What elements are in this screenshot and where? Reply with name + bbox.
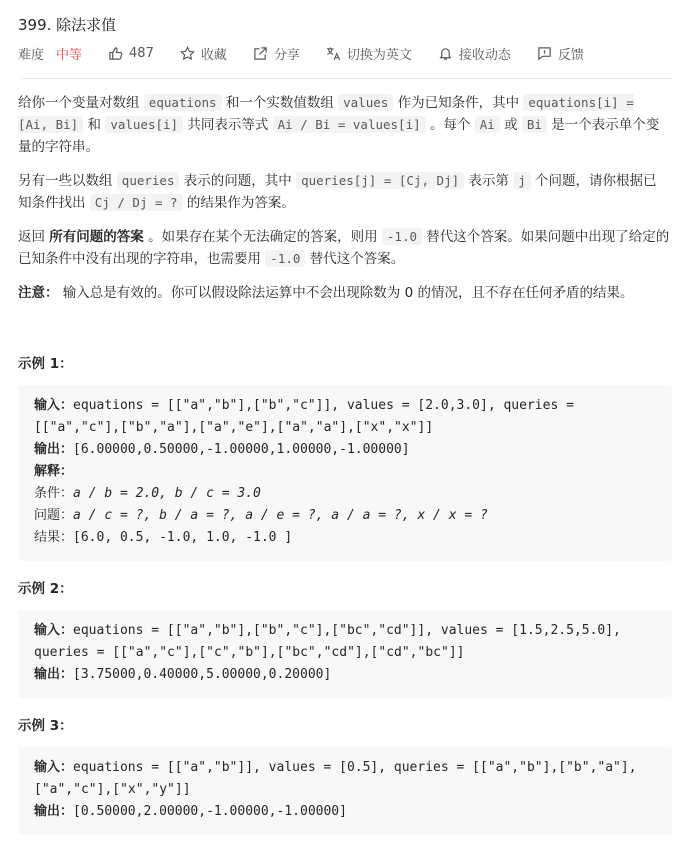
- note-text: 输入总是有效的。你可以假设除法运算中不会出现除数为 0 的情况，且不存在任何矛盾的结果。: [62, 285, 634, 301]
- feedback-label: 反馈: [557, 47, 584, 63]
- example-2-block: [18, 610, 672, 698]
- description-paragraph-2: [18, 170, 670, 214]
- emphasis: 所有问题的答案: [49, 229, 144, 245]
- bell-icon: [438, 46, 453, 61]
- text: 个问题，请你根据已知条件找出: [18, 173, 657, 211]
- input-label: 输入：: [34, 398, 74, 413]
- text: 或: [504, 117, 518, 133]
- switch-language-button[interactable]: [326, 44, 412, 63]
- description-paragraph-1: [18, 92, 670, 158]
- favorite-label: 收藏: [200, 47, 227, 63]
- share-button[interactable]: [253, 44, 300, 63]
- inline-code: Cj / Dj = ?: [90, 194, 183, 211]
- text: 返回: [18, 229, 45, 245]
- feedback-icon: [537, 46, 552, 61]
- inline-code: queries[j] = [Cj, Dj]: [296, 172, 464, 189]
- inline-code: values[i]: [105, 116, 183, 133]
- output-label: 输出：: [34, 442, 74, 457]
- favorite-button[interactable]: [180, 44, 227, 63]
- inline-code: Bi: [522, 116, 547, 133]
- text: 表示的问题，其中: [183, 173, 292, 189]
- inline-code: equations: [144, 94, 222, 111]
- example-3-block: [18, 747, 672, 835]
- text: 和: [87, 117, 102, 133]
- input-label: 输入：: [34, 760, 74, 775]
- result-label: 结果：: [34, 530, 74, 545]
- inline-code: Ai / Bi = values[i]: [273, 116, 426, 133]
- difficulty-badge: 中等: [56, 47, 83, 63]
- text: 给你一个变量对数组: [18, 95, 140, 111]
- text: 。每个: [429, 117, 471, 133]
- input-value-cont: [["a","c"],["b","a"],["a","e"],["a","a"],["x","x"]]: [34, 420, 434, 435]
- text: 和一个实数值数组: [225, 95, 334, 111]
- problem-meta-bar: [18, 44, 584, 62]
- star-icon: [180, 46, 195, 61]
- question-label: 问题：: [34, 508, 74, 523]
- subscribe-button[interactable]: [438, 44, 511, 63]
- inline-code: -1.0: [265, 250, 305, 267]
- translate-icon: [326, 46, 341, 61]
- share-icon: [253, 46, 268, 61]
- difficulty-label: 难度: [18, 47, 45, 63]
- note-label: 注意：: [18, 285, 59, 301]
- text: 共同表示等式: [187, 117, 269, 133]
- inline-code: equations[i] = [Ai, Bi]: [18, 95, 634, 132]
- text: 是一个表示单个变量的字符串。: [18, 117, 660, 155]
- input-value-cont: queries = [["a","c"],["c","b"],["bc","cd"],["cd","bc"]]: [34, 645, 465, 660]
- text: 替代这个答案。如果问题中出现了给定的已知条件中没有出现的字符串，也需要用: [18, 229, 670, 267]
- example-3-heading: 示例 3：: [18, 718, 73, 734]
- inline-code: values: [338, 94, 393, 111]
- text: 。如果存在某个无法确定的答案，则用: [148, 229, 378, 245]
- text: 另有一些以数组: [18, 173, 113, 189]
- output-value: [0.50000,2.00000,-1.00000,-1.00000]: [73, 804, 347, 819]
- like-button[interactable]: [108, 46, 154, 61]
- example-2-heading: 示例 2：: [18, 581, 73, 597]
- explanation-label: 解释：: [34, 464, 74, 479]
- text: 替代这个答案。: [309, 251, 405, 267]
- feedback-button[interactable]: [537, 44, 584, 63]
- example-1-heading: 示例 1：: [18, 356, 73, 372]
- output-label: 输出：: [34, 804, 74, 819]
- input-value: equations = [["a","b"]], values = [0.5], queries = [["a","b"],["b","a"],: [73, 760, 637, 775]
- inline-code: queries: [117, 172, 180, 189]
- inline-code: -1.0: [382, 228, 422, 245]
- example-1-block: [18, 385, 672, 561]
- output-value: [3.75000,0.40000,5.00000,0.20000]: [73, 667, 332, 682]
- switch-language-label: 切换为英文: [346, 47, 412, 63]
- problem-title: 399. 除法求值: [18, 16, 117, 34]
- input-label: 输入：: [34, 623, 74, 638]
- text: 表示第: [468, 173, 509, 189]
- thumbs-up-icon: [108, 46, 123, 61]
- share-label: 分享: [273, 47, 300, 63]
- text: 的结果作为答案。: [186, 195, 295, 211]
- result-value: [6.0, 0.5, -1.0, 1.0, -1.0 ]: [73, 530, 293, 545]
- note-paragraph: [18, 282, 670, 304]
- text: 作为已知条件，其中: [397, 95, 520, 111]
- input-value: equations = [["a","b"],["b","c"]], values = [2.0,3.0], queries =: [73, 398, 574, 413]
- inline-code: j: [513, 172, 531, 189]
- output-value: [6.00000,0.50000,-1.00000,1.00000,-1.00000]: [73, 442, 410, 457]
- question-value: a / c = ?, b / a = ?, a / e = ?, a / a = ?, x / x = ?: [73, 508, 488, 523]
- header-divider: [18, 78, 672, 79]
- condition-value: a / b = 2.0, b / c = 3.0: [73, 486, 261, 501]
- description-paragraph-3: [18, 226, 670, 270]
- output-label: 输出：: [34, 667, 74, 682]
- input-value: equations = [["a","b"],["b","c"],["bc","cd"]], values = [1.5,2.5,5.0],: [73, 623, 621, 638]
- inline-code: Ai: [475, 116, 500, 133]
- condition-label: 条件：: [34, 486, 74, 501]
- subscribe-label: 接收动态: [458, 47, 511, 63]
- like-count: 487: [129, 45, 154, 61]
- input-value-cont: ["a","c"],["x","y"]]: [34, 782, 191, 797]
